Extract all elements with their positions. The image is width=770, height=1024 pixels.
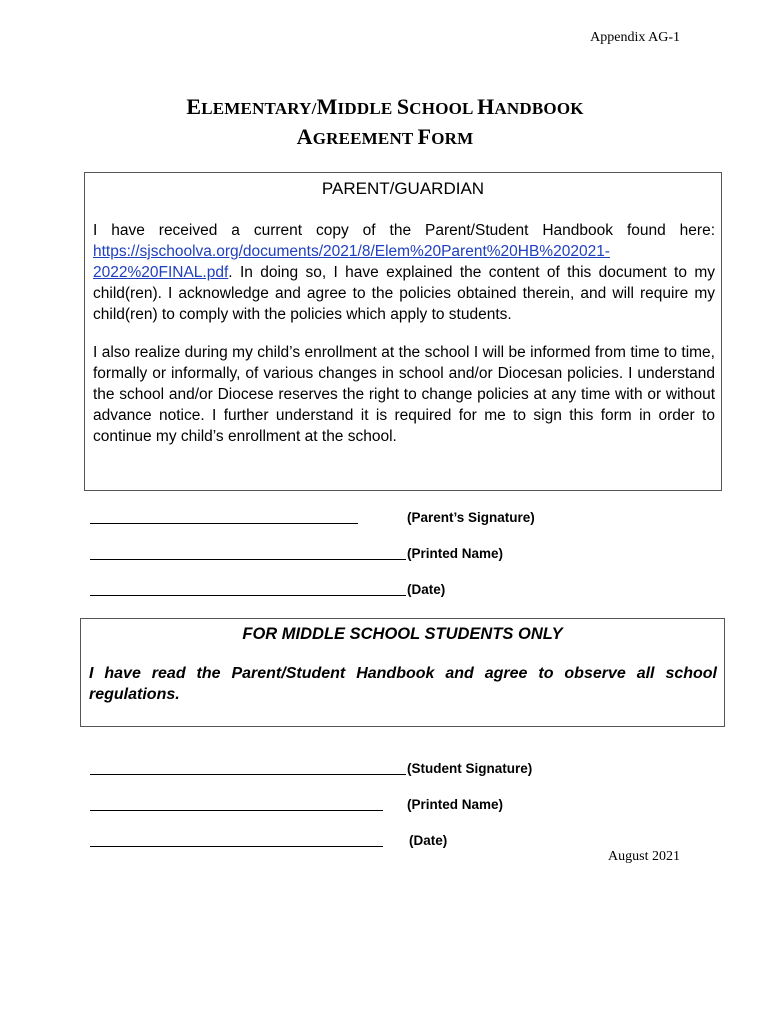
student-agreement-text: I have read the Parent/Student Handbook and agree to observe all school regulations. <box>89 665 717 703</box>
student-signature-line[interactable] <box>90 774 406 775</box>
student-date-label: (Date) <box>409 833 448 848</box>
middle-school-heading: FOR MIDDLE SCHOOL STUDENTS ONLY <box>242 625 563 643</box>
student-printed-name-line[interactable] <box>90 810 383 811</box>
parent-printed-name-line[interactable] <box>90 559 406 560</box>
appendix-label: Appendix AG-1 <box>590 30 680 45</box>
parent-printed-name-label: (Printed Name) <box>407 546 504 561</box>
handbook-link[interactable]: https://sjschoolva.org/documents/2021/8/Elem%20Parent%20HB%202021-2022%20FINAL.pdf <box>93 243 610 281</box>
student-printed-name-label: (Printed Name) <box>407 797 504 812</box>
student-signature-label: (Student Signature) <box>407 761 533 776</box>
revision-date: August 2021 <box>608 849 680 864</box>
student-date-line[interactable] <box>90 846 383 847</box>
parent-signature-label: (Parent’s Signature) <box>407 510 535 525</box>
handbook-received-paragraph: I have received a current copy of the Parent/Student Handbook found here: https://sjschoolva.org/documents/2021/8/Elem%20Parent%20HB%202021-2022%20FINAL.pdf. In doing so, I have explained the content of this document to my child(ren). I acknowledge and agree to the policies obtained therein, and will require my child(ren) to comply with the policies which apply to students. <box>93 222 715 323</box>
form-title-line2: AGREEMENT FORM <box>296 124 474 149</box>
parent-date-label: (Date) <box>407 582 446 597</box>
parent-signature-line[interactable] <box>90 523 358 524</box>
form-title-line1: ELEMENTARY/MIDDLE SCHOOL HANDBOOK <box>186 94 584 119</box>
parent-date-line[interactable] <box>90 595 406 596</box>
policy-changes-paragraph: I also realize during my child’s enrollment at the school I will be informed from time to time, formally or informally, of various changes in school and/or Diocesan policies. I understand the school and/or Diocese reserves the right to change policies at any time with or without advance notice. I further understand it is required for me to sign this form in order to continue my child’s enrollment at the school. <box>93 344 715 445</box>
parent-guardian-heading: PARENT/GUARDIAN <box>321 179 485 198</box>
